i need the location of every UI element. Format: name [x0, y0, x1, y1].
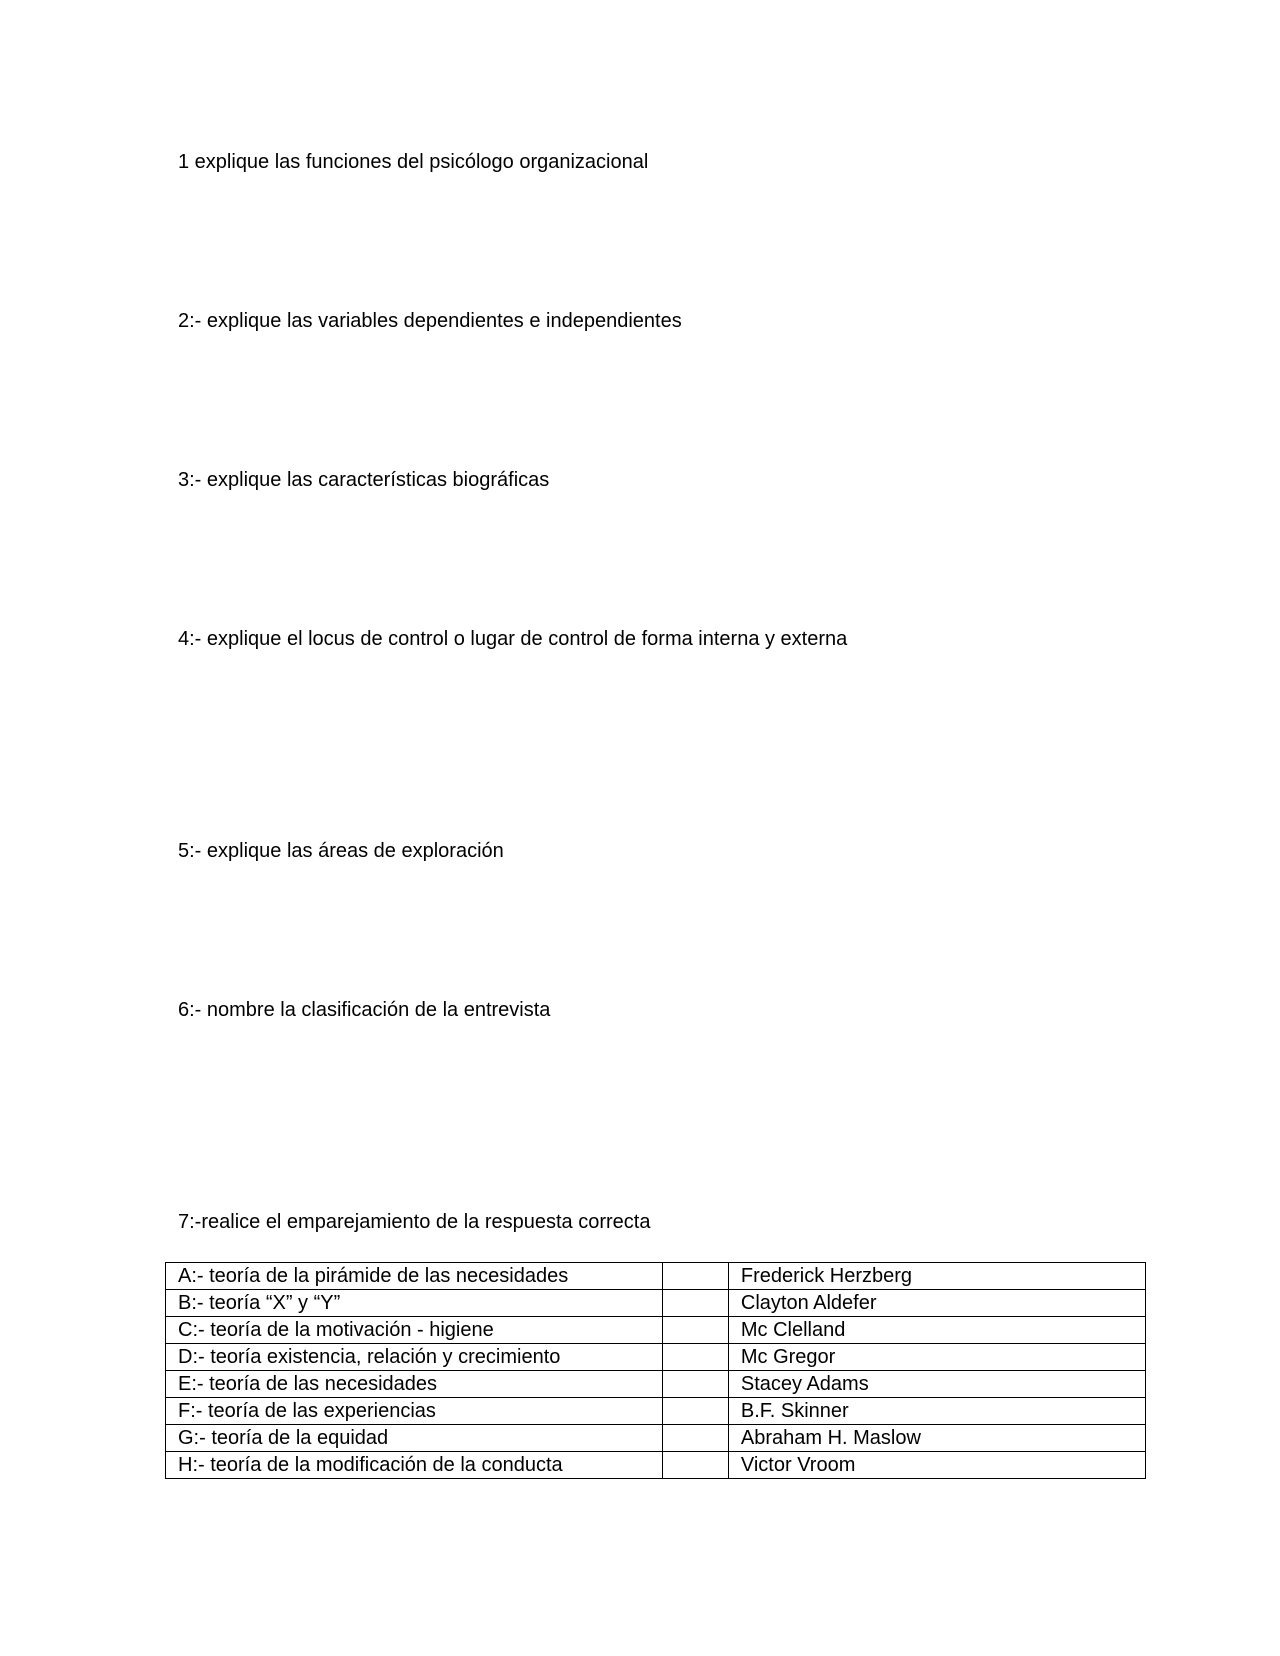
table-row [166, 1398, 1146, 1425]
question-3: 3:- explique las características biográficas [178, 469, 550, 491]
answer-cell[interactable] [663, 1317, 729, 1344]
question-7: 7:-realice el emparejamiento de la respuesta correcta [178, 1211, 651, 1233]
matching-table [165, 1262, 1146, 1479]
author-cell: Stacey Adams [728, 1371, 1145, 1398]
author-cell: Mc Gregor [728, 1344, 1145, 1371]
answer-cell[interactable] [663, 1398, 729, 1425]
table-row [166, 1425, 1146, 1452]
theory-cell: C:- teoría de la motivación - higiene [166, 1317, 663, 1344]
theory-cell: F:- teoría de las experiencias [166, 1398, 663, 1425]
author-cell: Clayton Aldefer [728, 1290, 1145, 1317]
theory-cell: E:- teoría de las necesidades [166, 1371, 663, 1398]
table-row [166, 1371, 1146, 1398]
question-6: 6:- nombre la clasificación de la entrevista [178, 999, 551, 1021]
table-row [166, 1452, 1146, 1479]
author-cell: Victor Vroom [728, 1452, 1145, 1479]
question-4: 4:- explique el locus de control o lugar de control de forma interna y externa [178, 628, 848, 650]
answer-cell[interactable] [663, 1452, 729, 1479]
question-5: 5:- explique las áreas de exploración [178, 840, 504, 862]
table-row [166, 1344, 1146, 1371]
author-cell: Abraham H. Maslow [728, 1425, 1145, 1452]
author-cell: B.F. Skinner [728, 1398, 1145, 1425]
question-2: 2:- explique las variables dependientes e independientes [178, 310, 682, 332]
theory-cell: H:- teoría de la modificación de la conducta [166, 1452, 663, 1479]
table-row [166, 1317, 1146, 1344]
answer-cell[interactable] [663, 1344, 729, 1371]
theory-cell: B:- teoría “X” y “Y” [166, 1290, 663, 1317]
author-cell: Frederick Herzberg [728, 1263, 1145, 1290]
answer-cell[interactable] [663, 1371, 729, 1398]
author-cell: Mc Clelland [728, 1317, 1145, 1344]
theory-cell: D:- teoría existencia, relación y crecimiento [166, 1344, 663, 1371]
question-1: 1 explique las funciones del psicólogo organizacional [178, 151, 649, 173]
table-row [166, 1290, 1146, 1317]
theory-cell: A:- teoría de la pirámide de las necesidades [166, 1263, 663, 1290]
answer-cell[interactable] [663, 1425, 729, 1452]
theory-cell: G:- teoría de la equidad [166, 1425, 663, 1452]
answer-cell[interactable] [663, 1290, 729, 1317]
answer-cell[interactable] [663, 1263, 729, 1290]
table-row [166, 1263, 1146, 1290]
